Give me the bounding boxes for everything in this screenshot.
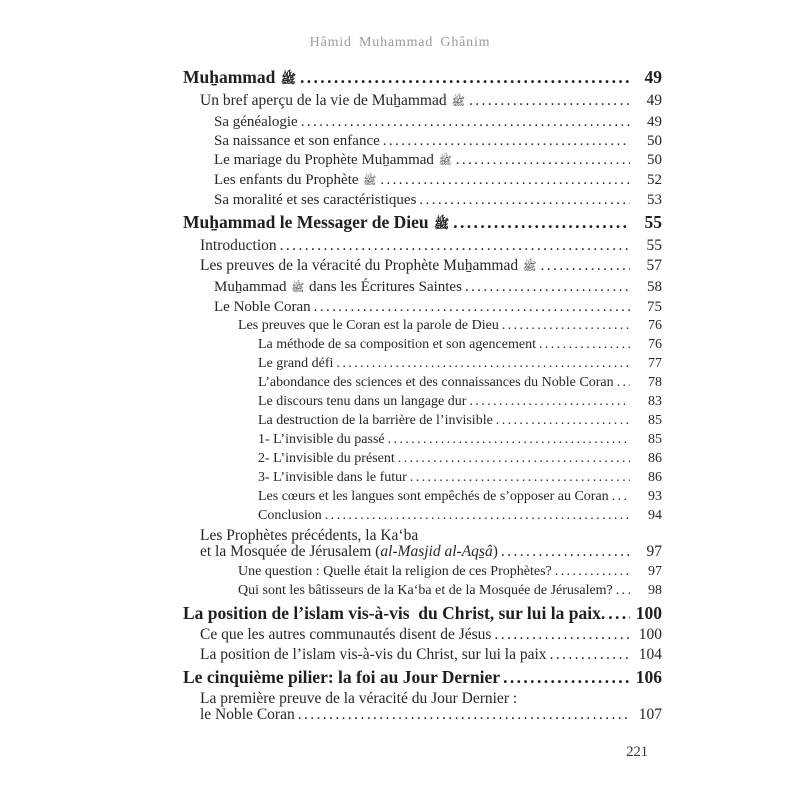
toc-text: Muẖammad xyxy=(214,278,291,295)
toc-entry-label xyxy=(200,646,547,665)
toc-entry-label xyxy=(214,171,377,191)
toc-text: ) xyxy=(492,542,498,560)
dot-leader xyxy=(616,582,630,601)
dot-leader xyxy=(388,431,630,450)
dot-leader xyxy=(398,450,630,469)
toc-entry-page: 98 xyxy=(648,582,662,598)
toc-entry-page: 86 xyxy=(648,469,662,485)
dot-leader xyxy=(300,68,630,87)
toc-list xyxy=(183,68,662,724)
dot-leader xyxy=(314,298,630,317)
toc-entry-label xyxy=(183,213,450,234)
toc-entry xyxy=(183,563,662,582)
toc-text: Le discours tenu dans un langage dur xyxy=(258,393,467,409)
toc-entry-label xyxy=(214,191,416,210)
toc-entry-label xyxy=(258,507,322,526)
toc-entry-page: 52 xyxy=(647,171,662,188)
toc-entry-label xyxy=(200,706,295,725)
toc-text: La position de l’islam vis-à-vis du Christ, sur lui la paix. xyxy=(183,603,606,623)
toc-entry-page: 50 xyxy=(647,132,662,149)
toc-text: Introduction xyxy=(200,236,277,254)
toc-entry-label xyxy=(258,393,466,412)
toc-text: Les cœurs et les langues sont empêchés de s’opposer au Coran xyxy=(258,488,609,504)
saw-honorific-symbol: ﷺ xyxy=(522,260,537,273)
toc-entry-page: 50 xyxy=(647,151,662,168)
toc-entry-page: 75 xyxy=(647,298,662,315)
toc-entry-page: 85 xyxy=(648,431,662,447)
page-header-author: Hâmid Muhammad Ghânim xyxy=(309,35,491,50)
toc-entry-page: 104 xyxy=(638,645,662,663)
toc-entry-page: 49 xyxy=(647,113,662,130)
toc-entry xyxy=(183,469,662,488)
toc-entry xyxy=(183,604,662,623)
toc-text: Sa généalogie xyxy=(214,113,298,130)
toc-entry-page: 49 xyxy=(644,67,662,87)
dot-leader xyxy=(469,393,630,412)
dot-leader xyxy=(380,171,630,190)
toc-entry-page: 76 xyxy=(648,336,662,352)
toc-entry-label xyxy=(258,374,614,393)
toc-text: Muẖammad xyxy=(183,67,280,87)
toc-text: Les Prophètes précédents, la Ka‘ba xyxy=(200,526,419,544)
saw-honorific-symbol: ﷺ xyxy=(363,174,377,187)
toc-text: Qui sont les bâtisseurs de la Ka‘ba et de la Mosquée de Jérusalem? xyxy=(238,582,613,598)
dot-leader xyxy=(608,604,630,623)
toc-entry-page: 55 xyxy=(646,236,662,254)
toc-entry-label xyxy=(183,604,605,623)
transliteration-italic: al-Masjid al-Aqs̱â xyxy=(380,542,493,560)
toc-text: Sa naissance et son enfance xyxy=(214,132,380,149)
toc-text: Une question : Quelle était la religion de ces Prophètes? xyxy=(238,563,552,579)
dot-leader xyxy=(453,213,630,232)
toc-entry xyxy=(183,278,662,298)
toc-entry xyxy=(183,213,662,234)
toc-text: Les preuves de la véracité du Prophète Muẖammad xyxy=(200,256,522,274)
toc-text: Sa moralité et ses caractéristiques xyxy=(214,191,417,208)
toc-text: Le mariage du Prophète Muẖammad xyxy=(214,151,438,168)
toc-text: Les enfants du Prophète xyxy=(214,171,363,188)
dot-leader xyxy=(383,132,630,151)
toc-entry-label xyxy=(214,132,380,151)
toc-entry-label xyxy=(200,92,466,112)
toc-text: Ce que les autres communautés disent de Jésus xyxy=(200,625,492,643)
toc-text: Les preuves que le Coran est la parole de Dieu xyxy=(238,317,499,333)
dot-leader xyxy=(502,317,630,336)
toc-entry-page: 83 xyxy=(648,393,662,409)
toc-entry-page: 107 xyxy=(638,705,662,723)
dot-leader xyxy=(280,237,630,256)
toc-entry xyxy=(183,257,662,277)
toc-entry-page: 55 xyxy=(644,212,662,232)
toc-entry-label xyxy=(258,488,609,507)
toc-entry xyxy=(183,68,662,89)
toc-text: dans les Écritures Saintes xyxy=(305,278,462,295)
toc-entry xyxy=(183,431,662,450)
dot-leader xyxy=(540,257,630,276)
toc-entry-page: 93 xyxy=(648,488,662,504)
toc-text: La méthode de sa composition et son agencement xyxy=(258,336,536,352)
toc-text: 2- L’invisible du présent xyxy=(258,450,395,466)
toc-entry-page: 53 xyxy=(647,191,662,208)
toc-entry-page: 100 xyxy=(638,625,662,643)
toc-entry-page: 77 xyxy=(648,355,662,371)
dot-leader xyxy=(612,488,630,507)
toc-entry-page: 94 xyxy=(648,507,662,523)
toc-entry xyxy=(183,317,662,336)
dot-leader xyxy=(469,92,630,111)
dot-leader xyxy=(503,668,630,687)
dot-leader xyxy=(501,543,630,562)
toc-text: 3- L’invisible dans le futur xyxy=(258,469,407,485)
toc-entry xyxy=(183,393,662,412)
toc-entry xyxy=(183,92,662,112)
dot-leader xyxy=(496,412,630,431)
toc-text: Conclusion xyxy=(258,507,322,523)
saw-honorific-symbol: ﷺ xyxy=(451,95,465,108)
toc-entry-label xyxy=(183,68,297,89)
toc-entry xyxy=(183,543,662,562)
toc-entry xyxy=(183,507,662,526)
saw-honorific-symbol: ﷺ xyxy=(434,217,450,231)
toc-entry-label xyxy=(258,431,385,450)
toc-entry xyxy=(183,113,662,132)
toc-entry xyxy=(183,151,662,171)
toc-text: et la Mosquée de Jérusalem ( xyxy=(200,542,381,560)
toc-entry-page: 78 xyxy=(648,374,662,390)
toc-entry-page: 97 xyxy=(646,542,662,560)
toc-entry-label xyxy=(258,450,395,469)
toc-entry-label xyxy=(200,626,491,645)
dot-leader xyxy=(550,646,630,665)
toc-entry-label xyxy=(200,543,498,562)
dot-leader xyxy=(325,507,630,526)
toc-entry-label xyxy=(183,668,500,687)
toc-text: Le cinquième pilier: la foi au Jour Dernier xyxy=(183,667,501,687)
toc-entry-label xyxy=(258,412,493,431)
toc-entry-label xyxy=(214,278,462,298)
toc-text: Le grand défi xyxy=(258,355,334,371)
toc-entry-label xyxy=(214,113,298,132)
toc-entry-label xyxy=(258,469,407,488)
toc-entry xyxy=(183,488,662,507)
toc-entry-label xyxy=(200,257,537,277)
dot-leader xyxy=(494,626,630,645)
toc-entry-label xyxy=(238,563,552,582)
toc-entry xyxy=(183,374,662,393)
dot-leader xyxy=(539,336,630,355)
toc-entry-page: 100 xyxy=(635,603,662,623)
toc-entry xyxy=(183,132,662,151)
saw-honorific-symbol: ﷺ xyxy=(280,72,296,86)
dot-leader xyxy=(465,278,630,297)
dot-leader xyxy=(301,113,630,132)
toc-entry xyxy=(183,626,662,645)
toc-entry-page: 106 xyxy=(635,667,662,687)
page-number: 221 xyxy=(626,744,648,760)
toc-text: Un bref aperçu de la vie de Muẖammad xyxy=(200,91,451,109)
toc-entry xyxy=(183,706,662,725)
toc-entry-page: 49 xyxy=(646,91,662,109)
toc-entry-label xyxy=(238,317,499,336)
toc-entry xyxy=(183,582,662,601)
dot-leader xyxy=(336,355,630,374)
toc-entry-page: 97 xyxy=(648,563,662,579)
toc-text: Muẖammad le Messager de Dieu xyxy=(183,212,433,232)
toc-text: Le Noble Coran xyxy=(214,298,311,315)
dot-leader xyxy=(555,563,630,582)
toc-text: 1- L’invisible du passé xyxy=(258,431,385,447)
toc-text: La position de l’islam vis-à-vis du Christ, sur lui la paix xyxy=(200,645,547,663)
toc-text: La première preuve de la véracité du Jour Dernier : xyxy=(200,689,518,707)
toc-entry-page: 76 xyxy=(648,317,662,333)
toc-entry-label xyxy=(258,355,333,374)
toc-entry-label xyxy=(200,237,277,256)
dot-leader xyxy=(410,469,630,488)
toc-text: le Noble Coran xyxy=(200,705,295,723)
toc-entry xyxy=(183,646,662,665)
toc-entry xyxy=(183,171,662,191)
dot-leader xyxy=(456,151,630,170)
dot-leader xyxy=(419,191,630,210)
toc-entry xyxy=(183,450,662,469)
toc-entry xyxy=(183,298,662,317)
toc-entry-label xyxy=(214,151,453,171)
toc-text: L’abondance des sciences et des connaissances du Noble Coran xyxy=(258,374,614,390)
toc-entry xyxy=(183,336,662,355)
toc-entry xyxy=(183,412,662,431)
toc-entry-label xyxy=(258,336,536,355)
dot-leader xyxy=(617,374,630,393)
toc-entry xyxy=(183,355,662,374)
dot-leader xyxy=(298,706,630,725)
toc-text: La destruction de la barrière de l’invisible xyxy=(258,412,493,428)
toc-entry-page: 58 xyxy=(647,278,662,295)
toc-entry-page: 85 xyxy=(648,412,662,428)
saw-honorific-symbol: ﷺ xyxy=(291,281,305,294)
toc-entry xyxy=(183,237,662,256)
toc-entry xyxy=(183,191,662,210)
toc-entry-page: 57 xyxy=(646,256,662,274)
toc-entry-page: 86 xyxy=(648,450,662,466)
toc-entry xyxy=(183,668,662,687)
toc-entry-label xyxy=(238,582,613,601)
toc-entry-label xyxy=(214,298,311,317)
saw-honorific-symbol: ﷺ xyxy=(438,154,452,167)
